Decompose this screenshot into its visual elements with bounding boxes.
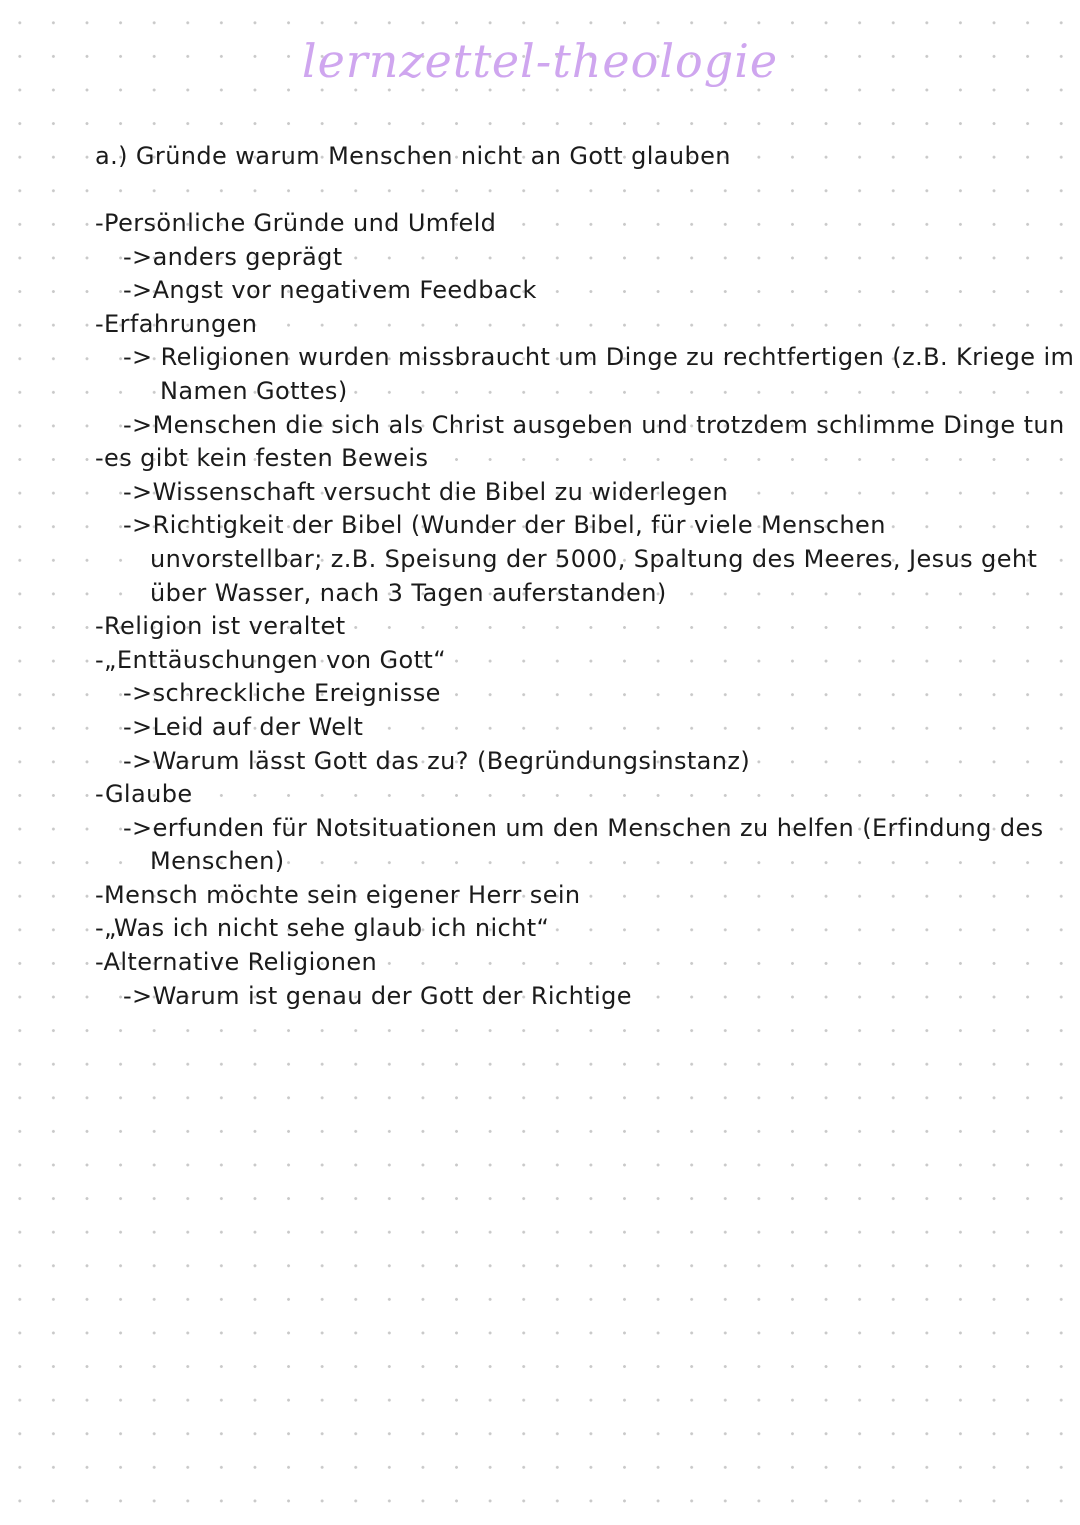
- note-line: -Mensch möchte sein eigener Herr sein: [95, 880, 581, 909]
- note-line: ->schreckliche Ereignisse: [123, 679, 441, 708]
- note-line: ->Menschen die sich als Christ ausgeben und trotzdem schlimme Dinge tun: [123, 410, 1065, 439]
- note-line: -„Enttäuschungen von Gott“: [95, 645, 447, 674]
- note-line: unvorstellbar; z.B. Speisung der 5000, Spaltung des Meeres, Jesus geht: [150, 544, 1038, 573]
- note-line: -„Was ich nicht sehe glaub ich nicht“: [95, 914, 550, 943]
- note-line: -es gibt kein festen Beweis: [95, 444, 429, 473]
- note-line: ->Leid auf der Welt: [123, 712, 364, 741]
- note-line: über Wasser, nach 3 Tagen auferstanden): [150, 578, 667, 607]
- note-line: ->Warum ist genau der Gott der Richtige: [123, 981, 632, 1010]
- note-line: ->Warum lässt Gott das zu? (Begründungsinstanz): [123, 746, 751, 775]
- section-heading: a.) Gründe warum Menschen nicht an Gott glauben: [95, 142, 731, 170]
- note-line: -Persönliche Gründe und Umfeld: [95, 209, 497, 237]
- note-line: ->Angst vor negativem Feedback: [123, 276, 537, 305]
- note-line: ->anders geprägt: [123, 242, 343, 271]
- note-line: ->Wissenschaft versucht die Bibel zu widerlegen: [123, 477, 729, 506]
- note-line: ->Richtigkeit der Bibel (Wunder der Bibel, für viele Menschen: [123, 511, 886, 540]
- note-line: Menschen): [150, 847, 285, 876]
- note-line: -Erfahrungen: [95, 309, 258, 338]
- note-body: [0, 207, 1080, 1013]
- note-line: -Alternative Religionen: [95, 948, 378, 977]
- page-title: lernzettel-theologie: [301, 34, 779, 88]
- note-line: -Glaube: [95, 780, 193, 809]
- note-line: ->erfunden für Notsituationen um den Menschen zu helfen (Erfindung des: [123, 813, 1044, 842]
- note-line: Namen Gottes): [160, 376, 348, 405]
- note-line: -Religion ist veraltet: [95, 612, 346, 641]
- note-line: -> Religionen wurden missbraucht um Dinge zu rechtfertigen (z.B. Kriege im: [123, 343, 1075, 372]
